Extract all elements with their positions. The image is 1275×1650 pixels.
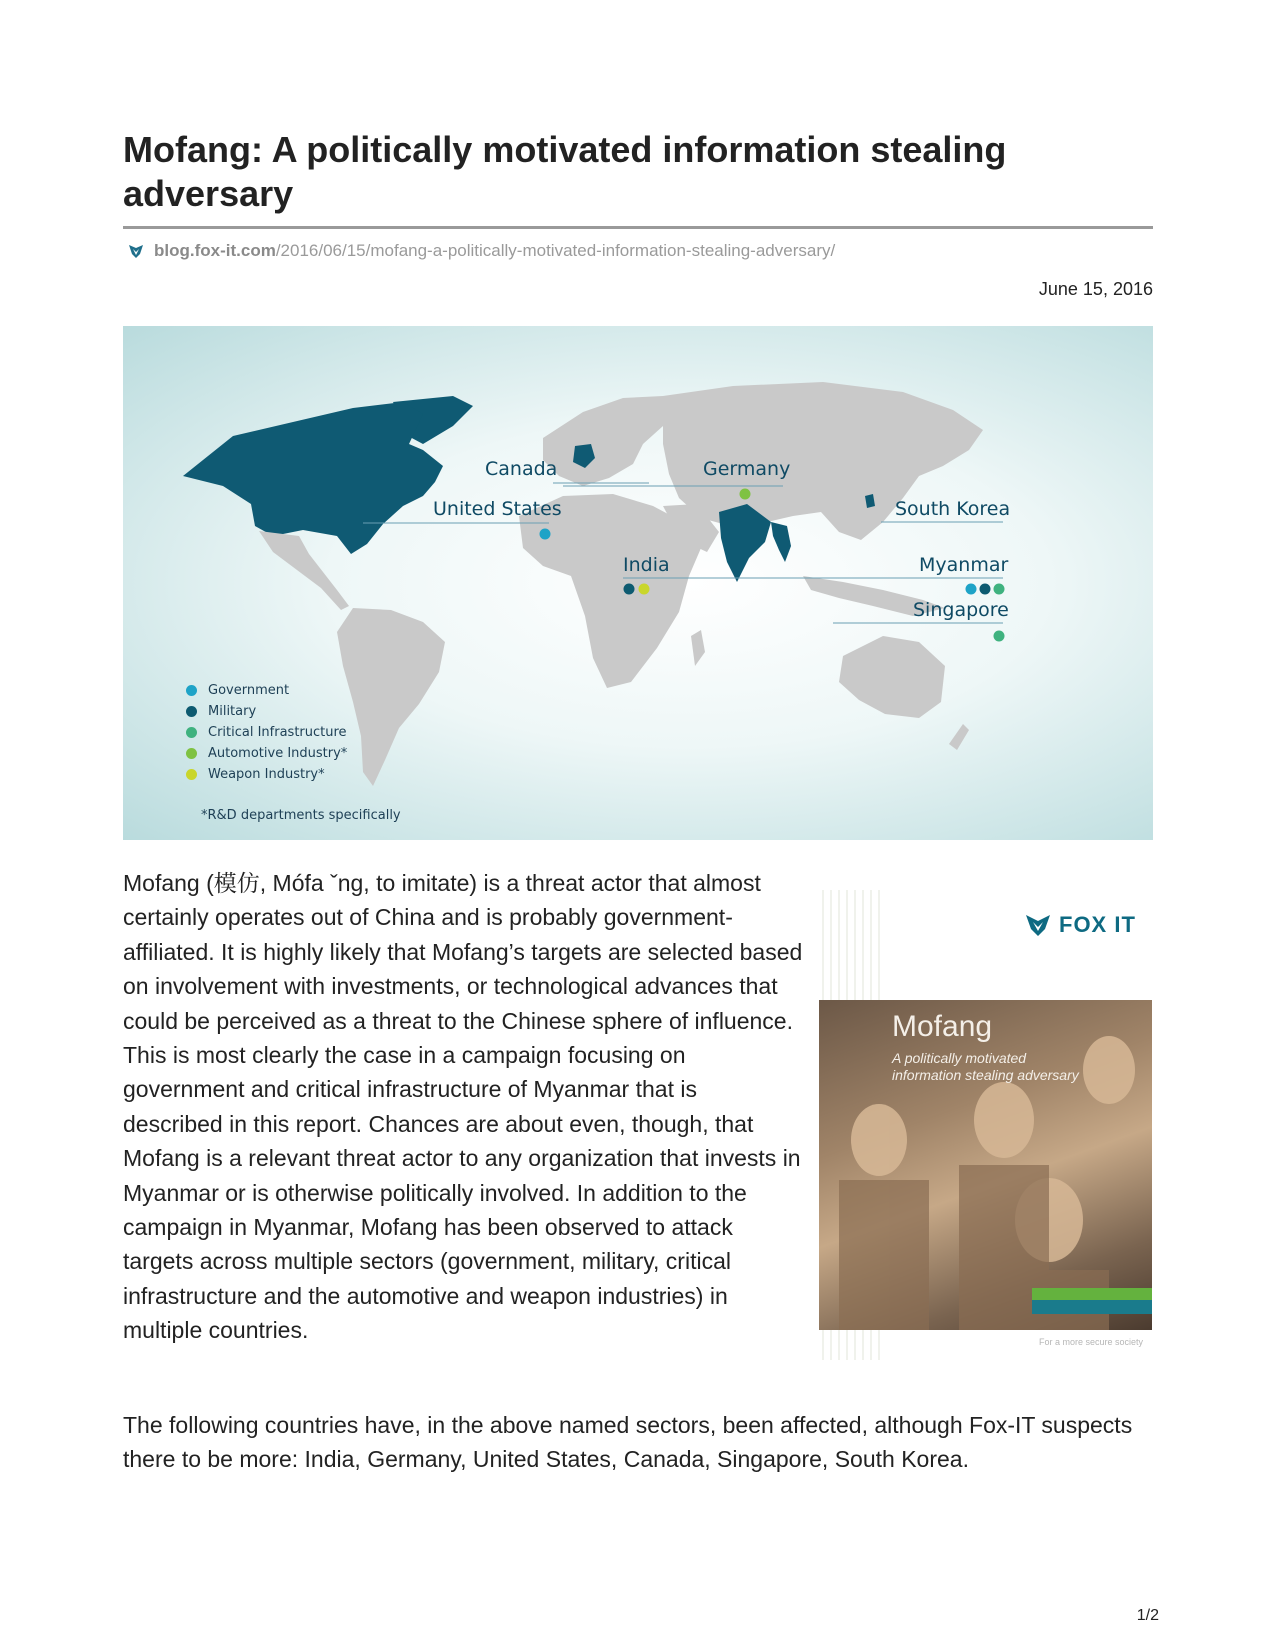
cover-version-bar: [1032, 1288, 1152, 1300]
body-paragraph-1: Mofang (模仿, Mófa ˇng, to imitate) is a threat actor that almost certainly operates out of China and is probably government-affiliated. It is highly likely that Mofang’s targets are selected based on involvement with investments, or technological advances that could be perceived as a threat to the Chinese sphere of influence. This is most clearly the case in a campaign focusing on government and critical infrastructure of Myanmar that is described in this report. Chances are about even, though, that Mofang is a relevant threat actor to any organization that invests in Myanmar or is otherwise politically involved. In addition to the campaign in Myanmar, Mofang has been observed to attack targets across multiple sectors (government, military, critical infrastructure and the automotive and weapon industries) in multiple countries.: [123, 870, 803, 1344]
cover-tagline: For a more secure society: [1039, 1337, 1144, 1347]
united-states-government-dot: [540, 529, 551, 540]
label-canada: Canada: [485, 458, 558, 480]
legend-label: Critical Infrastructure: [208, 725, 347, 740]
legend-dot: [186, 748, 197, 759]
source-domain: blog.fox-it.com: [154, 241, 276, 260]
legend-item: [186, 701, 347, 722]
legend-item: [186, 764, 347, 785]
page-number: 1/2: [1136, 1607, 1159, 1624]
article-title: Mofang: A politically motivated information stealing adversary: [123, 129, 1007, 214]
source-path: /2016/06/15/mofang-a-politically-motivated-information-stealing-adversary/: [275, 241, 836, 260]
cover-brand: [1025, 912, 1136, 938]
cover-subtitle: A politically motivated information stealing adversary: [892, 1050, 1079, 1083]
source-link[interactable]: [128, 240, 835, 262]
publish-date: June 15, 2016: [1038, 279, 1153, 299]
world-map-figure: [123, 326, 1153, 840]
body-paragraph-2: The following countries have, in the above named sectors, been affected, although Fox-IT suspects there to be more: India, Germany, United States, Canada, Singapore, South Korea.: [123, 1412, 1133, 1473]
label-united-states: United States: [433, 498, 562, 520]
myanmar-critical-infrastructure-dot: [994, 584, 1005, 595]
label-myanmar: Myanmar: [919, 554, 1009, 576]
report-cover-image: [817, 890, 1152, 1360]
india-military-dot: [624, 584, 635, 595]
fox-it-logo-icon: [128, 243, 144, 259]
map-footnote: *R&D departments specifically: [201, 808, 401, 823]
cover-title: Mofang: [892, 1010, 993, 1043]
legend-item: [186, 680, 347, 701]
label-south-korea: South Korea: [895, 498, 1011, 520]
myanmar-government-dot: [966, 584, 977, 595]
legend-dot: [186, 727, 197, 738]
fox-head-icon: [1025, 913, 1051, 937]
legend-label: Government: [208, 683, 290, 698]
label-singapore: Singapore: [913, 599, 1009, 621]
legend-dot: [186, 769, 197, 780]
map-legend: [186, 680, 347, 785]
title-divider: [123, 226, 1153, 229]
legend-item: [186, 743, 347, 764]
cover-date-bar: [1032, 1300, 1152, 1314]
legend-dot: [186, 685, 197, 696]
cover-brand-text: FOX IT: [1059, 912, 1136, 937]
legend-label: Weapon Industry*: [208, 767, 325, 782]
legend-label: Automotive Industry*: [208, 746, 348, 761]
singapore-critical-infrastructure-dot: [994, 631, 1005, 642]
legend-label: Military: [208, 704, 257, 719]
legend-item: [186, 722, 347, 743]
legend-dot: [186, 706, 197, 717]
label-india: India: [623, 554, 670, 576]
myanmar-military-dot: [980, 584, 991, 595]
india-weapon-dot: [639, 584, 650, 595]
label-germany: Germany: [703, 458, 791, 480]
germany-automotive-dot: [740, 489, 751, 500]
